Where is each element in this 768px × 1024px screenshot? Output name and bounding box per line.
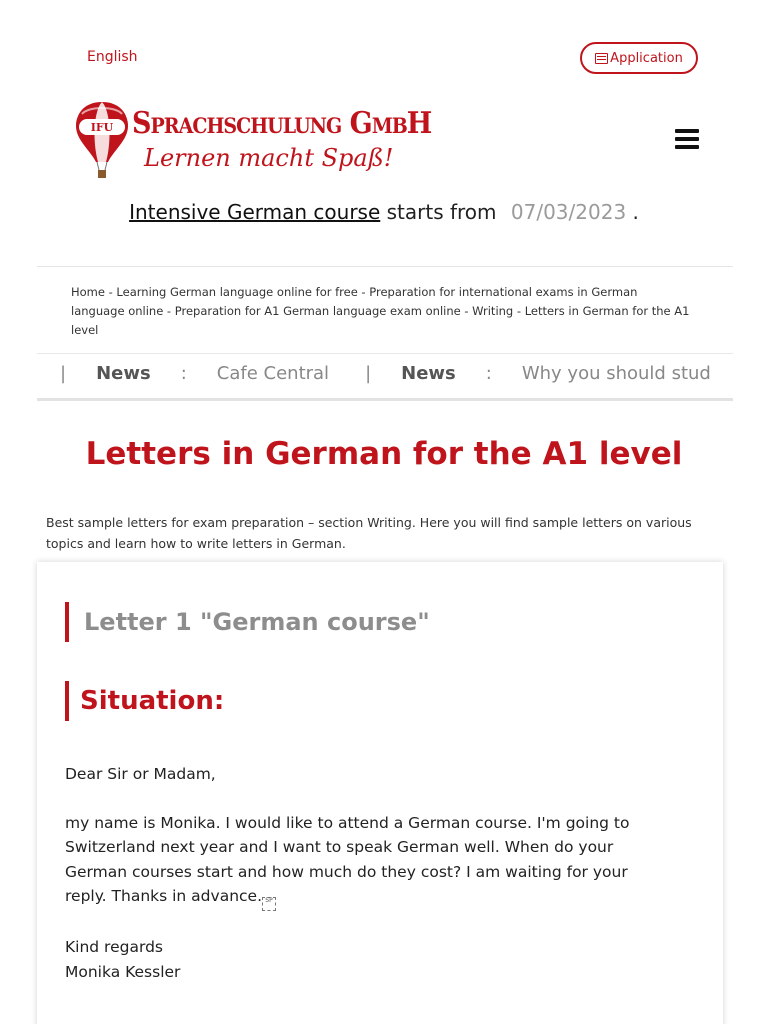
ticker-tag: News [96, 363, 151, 384]
ticker-item[interactable]: Why you should stud [521, 363, 711, 384]
page-title: Letters in German for the A1 level [85, 436, 683, 472]
promo-banner [0, 200, 768, 224]
site-logo[interactable] [74, 100, 432, 184]
promo-date: 07/03/2023 [510, 200, 627, 224]
page-intro: Best sample letters for exam preparation – section Writing. Here you will find sample letters on various topics and learn how to write letters in German. [46, 515, 692, 551]
brand-name: Sprachschulung GmbH [132, 106, 432, 141]
balloon-icon [74, 100, 130, 180]
letter-body: my name is Monika. I would like to attend a German course. I'm going to Switzerland next year and I want to speak German well. When do your German courses start and how much do they cost? I am waiting for your reply. Thanks in advance. SP [65, 811, 665, 912]
balloon-text: IFU [90, 121, 114, 134]
letter-salutation: Dear Sir or Madam, [65, 765, 216, 783]
divider [37, 266, 733, 267]
promo-link[interactable]: Intensive German course [129, 200, 381, 224]
application-button-label: Application [610, 50, 683, 66]
brand-slogan: Lernen macht Spaß! [144, 144, 394, 172]
letter-heading: Letter 1 "German course" [65, 602, 430, 642]
hamburger-icon[interactable] [675, 128, 699, 150]
letter-signature: Monika Kessler [65, 962, 181, 981]
letter-text [65, 762, 665, 984]
language-selector[interactable]: English [87, 49, 138, 65]
situation-heading: Situation: [65, 681, 224, 721]
promo-suffix: . [632, 200, 639, 224]
promo-text: starts from [386, 200, 497, 224]
news-ticker: | News : Cafe Central | News : Why you should stud [37, 353, 733, 401]
letter-closing: Kind regards [65, 938, 163, 956]
ticker-item[interactable]: Cafe Central [216, 363, 330, 384]
top-bar [0, 0, 768, 90]
space-glyph-icon: SP [262, 897, 276, 911]
ticker-tag: News [401, 363, 456, 384]
breadcrumb[interactable]: Home - Learning German language online for free - Preparation for international exams in German language online - Preparation for A1 German language exam online - Writing - Letters in German for the A1 level [71, 285, 690, 337]
application-button[interactable] [580, 42, 698, 74]
list-icon [595, 53, 608, 64]
